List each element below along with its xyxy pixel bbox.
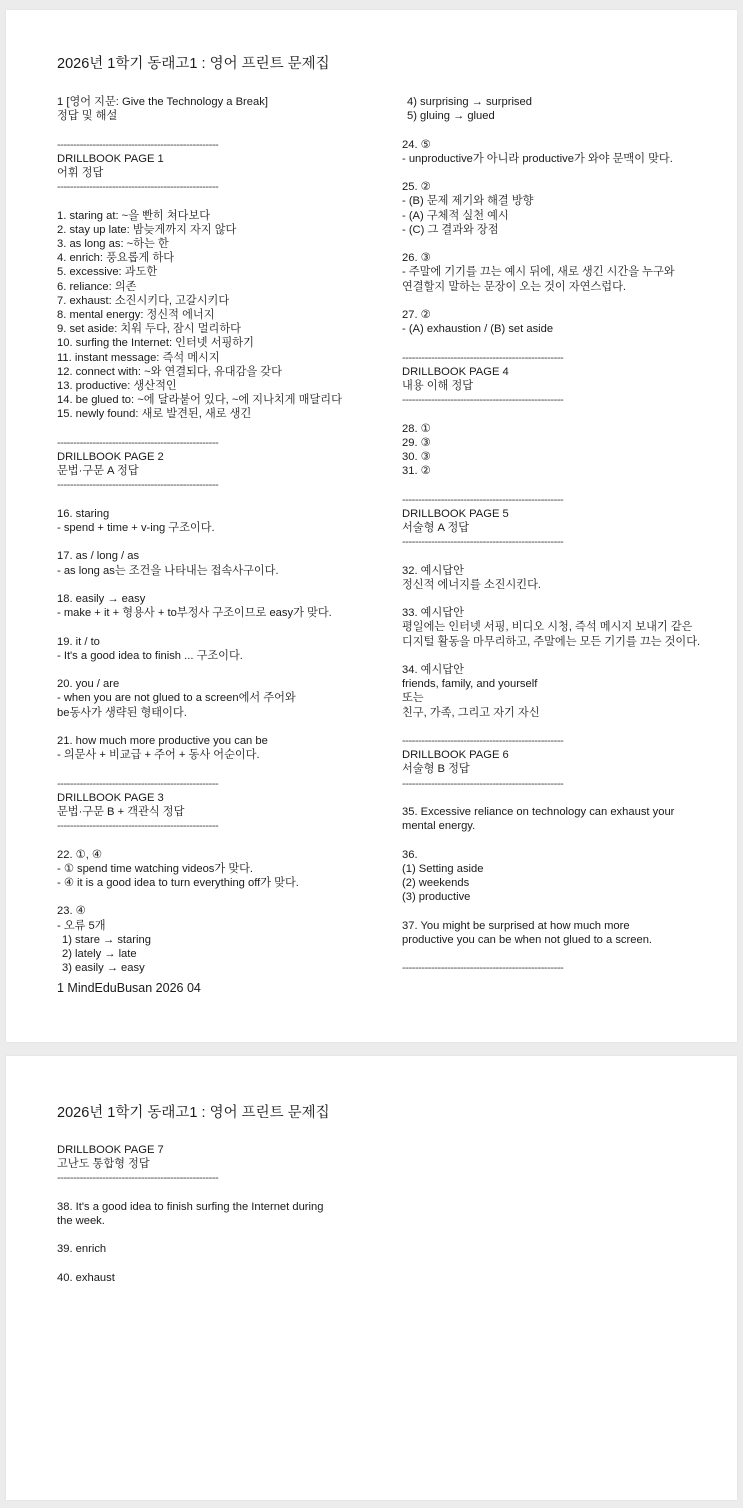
answer-line: 23. ④ [57,905,86,918]
blank-line [402,407,722,421]
divider-line: -------------------------------------------------- [57,1172,219,1185]
section-heading: DRILLBOOK PAGE 6 [402,749,509,762]
divider-line: -------------------------------------------------- [402,536,564,549]
blank-line [402,649,722,663]
answer-line: - unproductive가 아니라 productive가 와야 문맥이 맞다. [402,152,673,165]
answer-line: - It's a good idea to finish ... 구조이다. [57,649,243,662]
section-heading: DRILLBOOK PAGE 5 [402,507,509,520]
answer-line: - (B) 문제 제기와 해결 방향 [402,195,534,208]
answer-line: 21. how much more productive you can be [57,735,268,747]
answer-line: 14. be glued to: ~에 달라붙어 있다, ~에 지나치게 매달리다 [57,394,342,407]
divider-line: -------------------------------------------------- [402,962,564,975]
blank-line [57,620,387,634]
answer-line: - ④ it is a good idea to turn everything off가 맞다. [57,877,299,889]
answer-line: 어휘 정답 [57,167,104,179]
answer-line: 3. as long as: ~하는 한 [57,238,169,250]
document-title: 2026년 1학기 동래고1 : 영어 프린트 문제집 [57,1105,330,1121]
answer-line: productive you can be when not glued to a screen. [402,933,653,946]
blank-line [57,1228,387,1242]
answer-line: 25. ② [402,181,431,194]
blank-line [57,194,387,208]
left-column [57,95,387,975]
right-column [402,95,722,975]
divider-line: -------------------------------------------------- [402,394,564,407]
answer-line: 29. ③ [402,436,431,449]
answer-line: 3) easily → easy [62,962,145,975]
answer-line: 7. exhaust: 소진시키다, 고갈시키다 [57,294,230,307]
page2-column [57,1143,387,1285]
answer-line: 내용 이해 정답 [402,379,474,392]
answer-line: 문법·구문 A 정답 [57,465,139,478]
answer-line: 38. It's a good idea to finish surfing the Internet during [57,1200,324,1213]
blank-line [402,237,722,251]
blank-line [57,578,387,592]
blank-line [57,1186,387,1200]
answer-line: the week. [57,1215,105,1227]
answer-line: - (A) exhaustion / (B) set aside [402,323,554,336]
divider-line: -------------------------------------------------- [57,181,219,194]
answer-line: 정신적 에너지를 소진시킨다. [402,578,542,591]
divider-line: -------------------------------------------------- [402,734,564,747]
divider-line: -------------------------------------------------- [402,777,564,790]
answer-line: 10. surfing the Internet: 인터넷 서핑하기 [57,337,254,350]
answer-line: friends, family, and yourself [402,678,538,691]
blank-line [57,1257,387,1271]
document-title: 2026년 1학기 동래고1 : 영어 프린트 문제집 [57,56,330,72]
document-page-2 [6,1056,737,1500]
answer-line: (1) Setting aside [402,862,484,875]
blank-line [57,493,387,507]
answer-line: 17. as / long / as [57,550,140,563]
answer-line: - 오류 5개 [57,919,106,932]
blank-line [57,762,387,776]
blank-line [57,890,387,904]
blank-line [402,791,722,805]
answer-line: 친구, 가족, 그리고 자기 자신 [402,706,540,719]
answer-line: 1 [영어 지문: Give the Technology a Break] [57,96,268,108]
blank-line [57,720,387,734]
answer-line: 20. you / are [57,678,120,691]
answer-line: 4) surprising → surprised [407,96,532,108]
divider-line: -------------------------------------------------- [57,436,219,449]
answer-line: 1. staring at: ~을 빤히 쳐다보다 [57,209,211,222]
answer-line: 34. 예시답안 [402,663,464,676]
blank-line [402,336,722,350]
answer-line: - make + it + 형용사 + to부정사 구조이므로 easy가 맞다. [57,607,332,620]
answer-line: 28. ① [402,422,431,435]
answer-line: 서술형 B 정답 [402,763,470,776]
divider-line: -------------------------------------------------- [57,820,219,833]
answer-line: 2. stay up late: 밤늦게까지 자지 않다 [57,223,237,236]
page-footer: 1 MindEduBusan 2026 04 [57,981,201,995]
blank-line [402,166,722,180]
answer-line: 18. easily → easy [57,593,146,606]
answer-line: 33. 예시답안 [402,607,464,620]
blank-line [402,123,722,137]
answer-line: 36. [402,848,418,861]
section-heading: DRILLBOOK PAGE 2 [57,451,164,464]
answer-line: be동사가 생략된 형태이다. [57,706,187,719]
answer-line: 19. it / to [57,635,100,648]
blank-line [402,294,722,308]
blank-line [402,904,722,918]
blank-line [57,663,387,677]
answer-line: 6. reliance: 의존 [57,280,137,293]
blank-line [57,535,387,549]
divider-line: -------------------------------------------------- [57,777,219,790]
blank-line [402,592,722,606]
answer-line: 고난도 통합형 정답 [57,1158,150,1171]
blank-line [57,123,387,137]
answer-line: 연결할지 말하는 문장이 오는 것이 자연스럽다. [402,280,626,293]
answer-line: 디지털 활동을 마무리하고, 주말에는 모든 기기를 끄는 것이다. [402,635,701,648]
answer-line: 정답 및 해설 [57,110,118,123]
answer-line: 16. staring [57,507,110,520]
answer-line: 5. excessive: 과도한 [57,266,158,279]
answer-line: 5) gluing → glued [407,110,495,123]
answer-line: 1) stare → staring [62,933,151,946]
answer-line: 39. enrich [57,1243,107,1256]
blank-line [402,478,722,492]
answer-line: 24. ⑤ [402,138,431,151]
answer-line: 문법·구문 B + 객관식 정답 [57,806,185,818]
answer-line: 30. ③ [402,450,431,463]
answer-line: - 의문사 + 비교급 + 주어 + 동사 어순이다. [57,749,260,762]
answer-line: - ① spend time watching videos가 맞다. [57,862,254,875]
document-page-1 [6,10,737,1042]
blank-line [402,720,722,734]
section-heading: DRILLBOOK PAGE 1 [57,152,164,165]
divider-line: -------------------------------------------------- [402,351,564,364]
answer-line: 2) lately → late [62,948,137,960]
answer-line: - (C) 그 결과와 장점 [402,223,499,236]
divider-line: -------------------------------------------------- [57,479,219,492]
section-heading: DRILLBOOK PAGE 7 [57,1144,164,1156]
answer-line: - when you are not glued to a screen에서 주어와 [57,692,296,705]
answer-line: 8. mental energy: 정신적 에너지 [57,309,215,322]
blank-line [402,549,722,563]
answer-line: 22. ①, ④ [57,848,102,861]
blank-line [402,947,722,961]
answer-line: 11. instant message: 즉석 메시지 [57,351,220,364]
answer-line: 평일에는 인터넷 서핑, 비디오 시청, 즉석 메시지 보내기 같은 [402,621,693,634]
divider-line: -------------------------------------------------- [57,138,219,151]
section-heading: DRILLBOOK PAGE 4 [402,365,509,378]
answer-line: 9. set aside: 치워 두다, 잠시 멀리하다 [57,323,241,336]
answer-line: 4. enrich: 풍요롭게 하다 [57,252,175,265]
divider-line: -------------------------------------------------- [402,493,564,506]
section-heading: DRILLBOOK PAGE 3 [57,791,164,804]
answer-line: - 주말에 기기를 끄는 예시 뒤에, 새로 생긴 시간을 누구와 [402,266,675,279]
answer-line: 15. newly found: 새로 발견된, 새로 생긴 [57,408,252,421]
blank-line [57,833,387,847]
answer-line: 40. exhaust [57,1271,115,1284]
answer-line: mental energy. [402,820,476,833]
answer-line: 12. connect with: ~와 연결되다, 유대감을 갖다 [57,365,282,378]
answer-line: - (A) 구체적 실천 예시 [402,209,509,222]
answer-line: 37. You might be surprised at how much more [402,919,630,932]
answer-line: 서술형 A 정답 [402,521,470,534]
answer-line: 35. Excessive reliance on technology can exhaust your [402,805,675,818]
answer-line: - as long as는 조건을 나타내는 접속사구이다. [57,564,279,577]
answer-line: 13. productive: 생산적인 [57,380,177,393]
answer-line: 27. ② [402,308,431,321]
answer-line: - spend + time + v-ing 구조이다. [57,522,215,535]
answer-line: (3) productive [402,891,471,904]
answer-line: 26. ③ [402,252,431,265]
answer-line: 32. 예시답안 [402,564,464,577]
answer-line: 또는 [402,692,424,705]
blank-line [57,422,387,436]
blank-line [402,833,722,847]
answer-line: 31. ② [402,465,431,478]
answer-line: (2) weekends [402,876,470,889]
